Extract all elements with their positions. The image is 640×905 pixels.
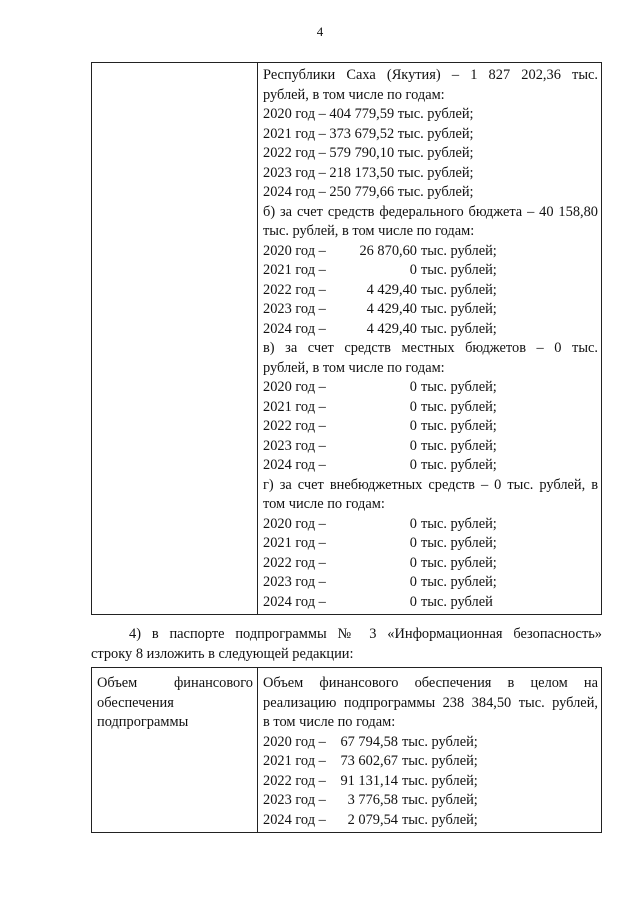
year-label: 2024 год –: [263, 320, 326, 337]
amount: 0: [409, 398, 417, 415]
unit: тыс. рублей;: [402, 733, 478, 750]
year-label: 2020 год –: [263, 379, 326, 395]
unit: тыс. рублей;: [421, 301, 497, 317]
unit: тыс. рублей;: [421, 242, 497, 259]
text-line: том числе по годам:: [263, 496, 385, 512]
amount: 0: [409, 535, 417, 551]
text-line: б) за счет средств федерального бюджета – 40 158,80: [263, 203, 598, 220]
text-line: тыс. рублей, в том числе по годам:: [263, 223, 475, 239]
year-row: [263, 261, 598, 281]
year-label: 2021 год –: [263, 753, 326, 769]
text-line: в том числе по годам:: [263, 714, 396, 730]
row-label: обеспечения: [97, 694, 174, 711]
year-row: [263, 417, 598, 437]
text-line: г) за счет внебюджетных средств – 0 тыс. рублей, в: [263, 476, 598, 493]
year-label: 2022 год –: [263, 281, 326, 298]
year-row: [263, 733, 598, 753]
amount: 0: [409, 515, 417, 532]
year-label: 2020 год –: [263, 242, 326, 259]
year-label: 2020 год –: [263, 733, 326, 750]
amount: 91 131,14: [340, 772, 398, 789]
text-line: рублей, в том числе по годам:: [263, 359, 445, 376]
year-row: [263, 398, 598, 418]
year-label: 2023 год –: [263, 574, 326, 590]
year-row: [263, 320, 598, 340]
amount: 0: [409, 262, 417, 278]
year-label: 2023 год –: [263, 301, 326, 317]
year-row: [263, 242, 598, 262]
amount: 0: [409, 574, 417, 590]
year-label: 2022 год –: [263, 772, 326, 789]
amount: 4 429,40: [366, 281, 417, 298]
unit: тыс. рублей;: [402, 792, 478, 808]
row-label: Объем финансового: [97, 675, 253, 691]
unit: тыс. рублей;: [421, 379, 497, 395]
unit: тыс. рублей;: [421, 535, 497, 551]
amount: 26 870,60: [359, 242, 417, 259]
year-label: 2023 год –: [263, 792, 326, 808]
year-label: 2024 год –: [263, 457, 326, 473]
amount: 67 794,58: [340, 733, 398, 750]
table-right-cell: [258, 668, 601, 832]
year-line: 2020 год – 404 779,59 тыс. рублей;: [263, 106, 474, 122]
amendment-paragraph: [91, 625, 602, 664]
unit: тыс. рублей;: [402, 753, 478, 769]
year-label: 2022 год –: [263, 554, 326, 571]
year-row: [263, 752, 598, 772]
unit: тыс. рублей;: [402, 811, 478, 828]
unit: тыс. рублей;: [421, 515, 497, 532]
unit: тыс. рублей;: [421, 457, 497, 473]
year-line: 2021 год – 373 679,52 тыс. рублей;: [263, 125, 474, 142]
year-line: 2024 год – 250 779,66 тыс. рублей;: [263, 184, 474, 200]
year-row: [263, 437, 598, 457]
year-row: [263, 534, 598, 554]
funding-table-continuation: [91, 62, 602, 615]
text-line: рублей, в том числе по годам:: [263, 86, 445, 103]
unit: тыс. рублей;: [402, 772, 478, 789]
amount: 0: [409, 418, 417, 434]
year-label: 2020 год –: [263, 515, 326, 532]
text-line: Объем финансового обеспечения в целом на: [263, 675, 598, 691]
year-row: [263, 554, 598, 574]
year-label: 2024 год –: [263, 593, 326, 610]
year-label: 2021 год –: [263, 398, 326, 415]
amount: 0: [409, 437, 417, 454]
year-label: 2022 год –: [263, 418, 326, 434]
year-label: 2021 год –: [263, 262, 326, 278]
amount: 0: [409, 379, 417, 395]
unit: тыс. рублей;: [421, 262, 497, 278]
amount: 3 776,58: [347, 792, 398, 808]
year-row: [263, 573, 598, 593]
unit: тыс. рублей;: [421, 437, 497, 454]
unit: тыс. рублей;: [421, 281, 497, 298]
year-row: [263, 593, 598, 613]
amount: 0: [409, 457, 417, 473]
year-row: [263, 281, 598, 301]
table-left-cell: [92, 63, 258, 614]
text-line: в) за счет средств местных бюджетов – 0 тыс.: [263, 340, 598, 356]
amount: 73 602,67: [340, 753, 398, 769]
table-left-cell: [92, 668, 258, 832]
paragraph-line: строку 8 изложить в следующей редакции:: [91, 645, 354, 662]
unit: тыс. рублей;: [421, 418, 497, 434]
unit: тыс. рублей;: [421, 574, 497, 590]
year-line: 2023 год – 218 173,50 тыс. рублей;: [263, 164, 474, 181]
year-label: 2021 год –: [263, 535, 326, 551]
unit: тыс. рублей: [421, 593, 493, 610]
paragraph-line: 4) в паспорте подпрограммы № 3 «Информационная безопасность»: [129, 626, 602, 642]
year-row: [263, 772, 598, 792]
year-row: [263, 378, 598, 398]
year-row: [263, 300, 598, 320]
text-line: реализацию подпрограммы 238 384,50 тыс. рублей,: [263, 694, 598, 711]
year-label: 2024 год –: [263, 811, 326, 828]
amount: 0: [409, 554, 417, 571]
subprogram-funding-table: [91, 667, 602, 833]
text-line: Республики Саха (Якутия) – 1 827 202,36 тыс.: [263, 67, 598, 83]
row-label: подпрограммы: [97, 714, 189, 730]
year-row: [263, 456, 598, 476]
year-line: 2022 год – 579 790,10 тыс. рублей;: [263, 145, 474, 161]
amount: 4 429,40: [366, 320, 417, 337]
amount: 2 079,54: [347, 811, 398, 828]
table-right-cell: [258, 63, 601, 614]
year-row: [263, 515, 598, 535]
year-row: [263, 791, 598, 811]
unit: тыс. рублей;: [421, 398, 497, 415]
unit: тыс. рублей;: [421, 554, 497, 571]
amount: 4 429,40: [366, 301, 417, 317]
year-label: 2023 год –: [263, 437, 326, 454]
page-number: 4: [316, 24, 324, 39]
year-row: [263, 811, 598, 831]
unit: тыс. рублей;: [421, 320, 497, 337]
amount: 0: [409, 593, 417, 610]
